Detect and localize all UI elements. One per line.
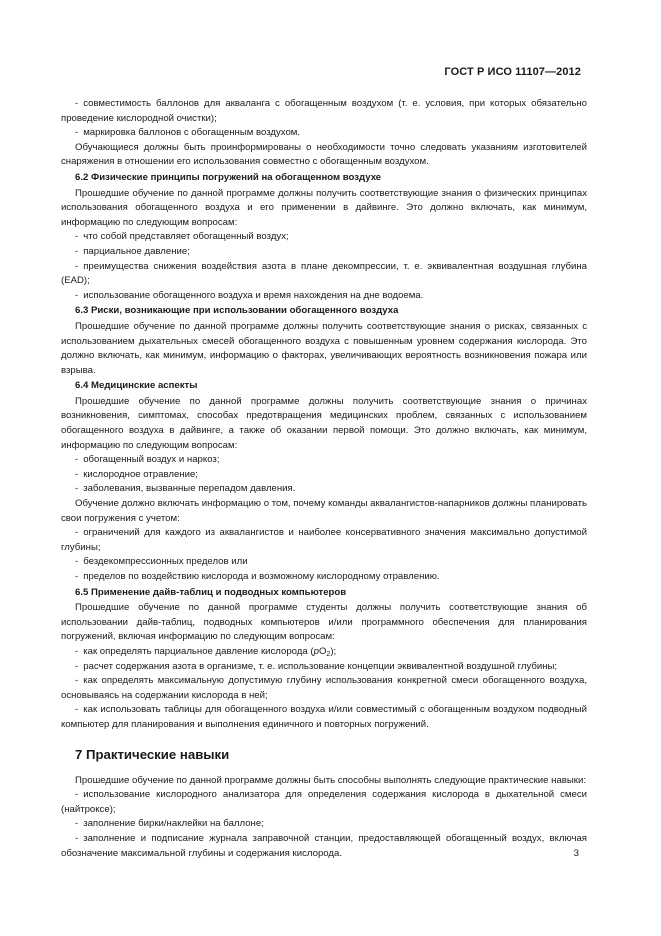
list-item: - пределов по воздействию кислорода и возможному кислородному отравлению. (75, 571, 440, 582)
list-item: - как использовать таблицы для обогащенного воздуха и/или совместимый с обогащенным воздухом подводный компьютер для планирования и выполнения единичного и повторных погружений. (61, 704, 587, 730)
paragraph: Прошедшие обучение по данной программе должны быть способны выполнять следующие практические навыки: (75, 774, 587, 786)
paragraph: Прошедшие обучение по данной программе студенты должны получить соответствующие знания об использовании дайв-таблиц, подводных компьютеров и/или программного обеспечения для планирования погружений, включая информацию по следующим вопросам: (61, 602, 587, 643)
paragraph: Обучающиеся должны быть проинформированы о необходимости точно следовать указаниям изготовителей снаряжения в отношении его использования совместно с обогащенным воздухом. (61, 141, 587, 168)
section-heading-7: 7 Практические навыки (75, 746, 230, 762)
list-item: - использование кислородного анализатора для определения содержания кислорода в дыхательной смеси (найтроксе); (61, 789, 587, 815)
list-item: - ограничений для каждого из аквалангистов и наиболее консервативного значения максимально допустимой глубины; (61, 527, 587, 553)
section-heading-6-3: 6.3 Риски, возникающие при использовании обогащенного воздуха (75, 305, 399, 317)
document-body (61, 97, 587, 861)
list-item: - заполнение бирки/наклейки на баллоне; (75, 818, 264, 830)
list-item: - заболевания, вызванные перепадом давления. (75, 483, 296, 495)
list-item: - бездекомпрессионных пределов или (75, 556, 248, 568)
list-item: - заполнение и подписание журнала заправочной станции, предоставляющей обогащенный воздух, включая обозначение максимальной глубины и содержания кислорода. (61, 832, 587, 859)
paragraph: Обучение должно включать информацию о том, почему команды аквалангистов-напарников должны планировать свои погружения с учетом: (61, 498, 587, 524)
list-item: - обогащенный воздух и наркоз; (75, 454, 220, 466)
section-heading-6-4: 6.4 Медицинские аспекты (75, 380, 198, 392)
list-item: - парциальное давление; (75, 245, 190, 257)
page-number: 3 (573, 848, 579, 859)
list-item: - как определять максимальную допустимую глубину использования конкретной смеси обогащенного воздуха, основываясь на содержании кислорода в ней; (61, 675, 587, 701)
paragraph: Прошедшие обучение по данной программе должны получить соответствующие знания о рисках, связанных с использованием дыхательных смесей обогащенного воздуха с повышенным уровнем содержания кислорода. Это должно включать, как минимум, информацию о факторах, увеличивающих вероятность возникновения пожара или взрыва. (61, 320, 587, 376)
list-item: - как определять парциальное давление кислорода $(pO_2)$; (75, 645, 337, 658)
document-header: ГОСТ Р ИСО 11107—2012 (444, 66, 581, 78)
list-item: - расчет содержания азота в организме, т. е. использование концепции эквивалентной воздушной глубины; (75, 660, 558, 672)
list-item: - что собой представляет обогащенный воздух; (75, 231, 289, 243)
list-item: - маркировка баллонов с обогащенным воздухом. (75, 127, 301, 139)
list-item: - использование обогащенного воздуха и время нахождения на дне водоема. (75, 289, 424, 301)
paragraph: Прошедшие обучение по данной программе должны получить соответствующие знания о физических принципах использования обогащенного воздуха и его применении в дайвинге. Это должно включать, как минимум, информацию по следующим вопросам: (61, 187, 587, 228)
list-item: - кислородное отравление; (75, 468, 198, 480)
list-item: - совместимость баллонов для акваланга с обогащенным воздухом (т. е. условия, при которых обязательно проведение кислородной очистки); (61, 98, 587, 124)
paragraph: Прошедшие обучение по данной программе должны получить соответствующие знания о причинах возникновения, симптомах, способах предотвращения медицинских проблем, связанных с использованием обогащенного воздуха в дайвинге, а также об оказании первой помощи. Это должно включать, как минимум, информацию по следующим вопросам: (61, 395, 587, 451)
section-heading-6-5: 6.5 Применение дайв-таблиц и подводных компьютеров (75, 586, 347, 598)
list-item: - преимущества снижения воздействия азота в плане декомпрессии, т. е. эквивалентная воздушная глубина (EAD); (61, 260, 587, 287)
section-heading-6-2: 6.2 Физические принципы погружений на обогащенном воздухе (75, 171, 382, 183)
